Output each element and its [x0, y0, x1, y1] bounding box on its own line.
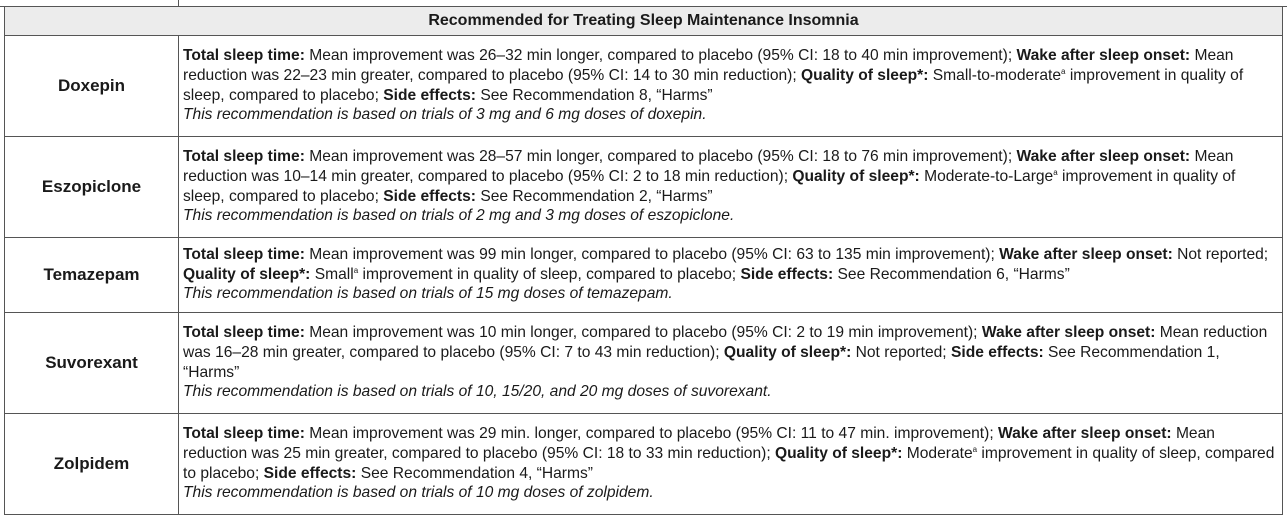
drug-name: Eszopiclone — [5, 137, 179, 238]
waso-label: Wake after sleep onset: — [997, 425, 1172, 443]
qos-after-text: improvement in quality of sleep, compared to placebo; — [183, 444, 1275, 482]
waso-text: Mean reduction was 25 min greater, compared to placebo (95% CI: 18 to 33 min reduction); — [183, 425, 1215, 462]
drug-name: Suvorexant — [5, 313, 179, 414]
dose-note: This recommendation is based on trials of 3 mg and 6 mg doses of doxepin. — [183, 106, 707, 124]
side-effects-label: Side effects: — [383, 187, 476, 205]
tst-label: Total sleep time: — [183, 246, 305, 264]
waso-text: Mean reduction was 16–28 min greater, compared to placebo (95% CI: 7 to 43 min reduction); — [183, 324, 1268, 361]
qos-after-text: improvement in quality of sleep, compared to placebo; — [358, 265, 741, 283]
qos-text: Small — [310, 265, 354, 283]
waso-text: Not reported; — [1172, 246, 1269, 264]
side-effects-label: Side effects: — [263, 464, 357, 482]
tst-text: Mean improvement was 26–32 min longer, compared to placebo (95% CI: 18 to 40 min improvement); — [304, 47, 1017, 65]
side-effects-label: Side effects: — [950, 343, 1044, 361]
waso-text: Mean reduction was 10–14 min greater, compared to placebo (95% CI: 2 to 18 min reduction); — [183, 148, 1234, 185]
table-row — [5, 238, 1283, 313]
recommendation-table — [4, 6, 1283, 515]
tst-text: Mean improvement was 99 min longer, compared to placebo (95% CI: 63 to 135 min improvement); — [304, 246, 1000, 264]
tst-label: Total sleep time: — [183, 425, 305, 443]
qos-footnote: a — [1061, 66, 1066, 76]
qos-footnote: a — [972, 444, 978, 454]
drug-name: Zolpidem — [5, 414, 179, 515]
qos-text: Moderate-to-Large — [919, 167, 1054, 185]
qos-label: Quality of sleep*: — [801, 66, 929, 84]
side-effects-label: Side effects: — [740, 265, 834, 283]
qos-text: Small-to-moderate — [928, 66, 1062, 84]
drug-details — [179, 414, 1283, 515]
qos-footnote: a — [1053, 167, 1058, 177]
qos-label: Quality of sleep*: — [183, 265, 311, 283]
table-header-row — [5, 7, 1283, 36]
qos-footnote: a — [353, 265, 359, 275]
side-effects-text: See Recommendation 8, “Harms” — [475, 86, 713, 104]
dose-note: This recommendation is based on trials of 10 mg doses of zolpidem. — [183, 484, 654, 502]
waso-label: Wake after sleep onset: — [999, 246, 1173, 264]
side-effects-text: See Recommendation 1, “Harms” — [183, 343, 1220, 381]
waso-label: Wake after sleep onset: — [1016, 47, 1191, 65]
qos-label: Quality of sleep*: — [723, 343, 852, 361]
waso-text: Mean reduction was 22–23 min greater, compared to placebo (95% CI: 14 to 30 min reduction); — [183, 47, 1234, 84]
qos-label: Quality of sleep*: — [775, 444, 903, 462]
table-row — [5, 313, 1283, 414]
qos-label: Quality of sleep*: — [792, 167, 920, 185]
drug-details — [179, 36, 1283, 137]
table-row — [5, 36, 1283, 137]
table-row — [5, 137, 1283, 238]
tst-text: Mean improvement was 28–57 min longer, compared to placebo (95% CI: 18 to 76 min improvement); — [304, 148, 1017, 166]
dose-note: This recommendation is based on trials of 15 mg doses of temazepam. — [183, 285, 673, 303]
tst-label: Total sleep time: — [183, 324, 305, 342]
waso-label: Wake after sleep onset: — [1016, 148, 1191, 166]
qos-text: Not reported; — [851, 343, 951, 361]
table-row — [5, 414, 1283, 515]
tst-label: Total sleep time: — [183, 47, 305, 65]
drug-name: Temazepam — [5, 238, 179, 313]
side-effects-text: See Recommendation 6, “Harms” — [833, 265, 1070, 283]
qos-after-text: improvement in quality of sleep, compared to placebo; — [183, 66, 1244, 104]
waso-label: Wake after sleep onset: — [981, 324, 1156, 342]
drug-details — [179, 238, 1283, 313]
tst-text: Mean improvement was 10 min longer, compared to placebo (95% CI: 2 to 19 min improvement); — [304, 324, 982, 342]
qos-after-text: improvement in quality of sleep, compared to placebo; — [183, 167, 1236, 205]
dose-note: This recommendation is based on trials of 10, 15/20, and 20 mg doses of suvorexant. — [183, 383, 772, 401]
side-effects-label: Side effects: — [383, 86, 476, 104]
dose-note: This recommendation is based on trials of 2 mg and 3 mg doses of eszopiclone. — [183, 207, 735, 225]
tst-label: Total sleep time: — [183, 148, 305, 166]
side-effects-text: See Recommendation 2, “Harms” — [475, 187, 713, 205]
drug-details — [179, 137, 1283, 238]
table-header: Recommended for Treating Sleep Maintenance Insomnia — [5, 7, 1283, 36]
side-effects-text: See Recommendation 4, “Harms” — [356, 464, 593, 482]
qos-text: Moderate — [902, 444, 973, 462]
drug-details — [179, 313, 1283, 414]
tst-text: Mean improvement was 29 min. longer, compared to placebo (95% CI: 11 to 47 min. improvement); — [304, 425, 998, 443]
drug-name: Doxepin — [5, 36, 179, 137]
